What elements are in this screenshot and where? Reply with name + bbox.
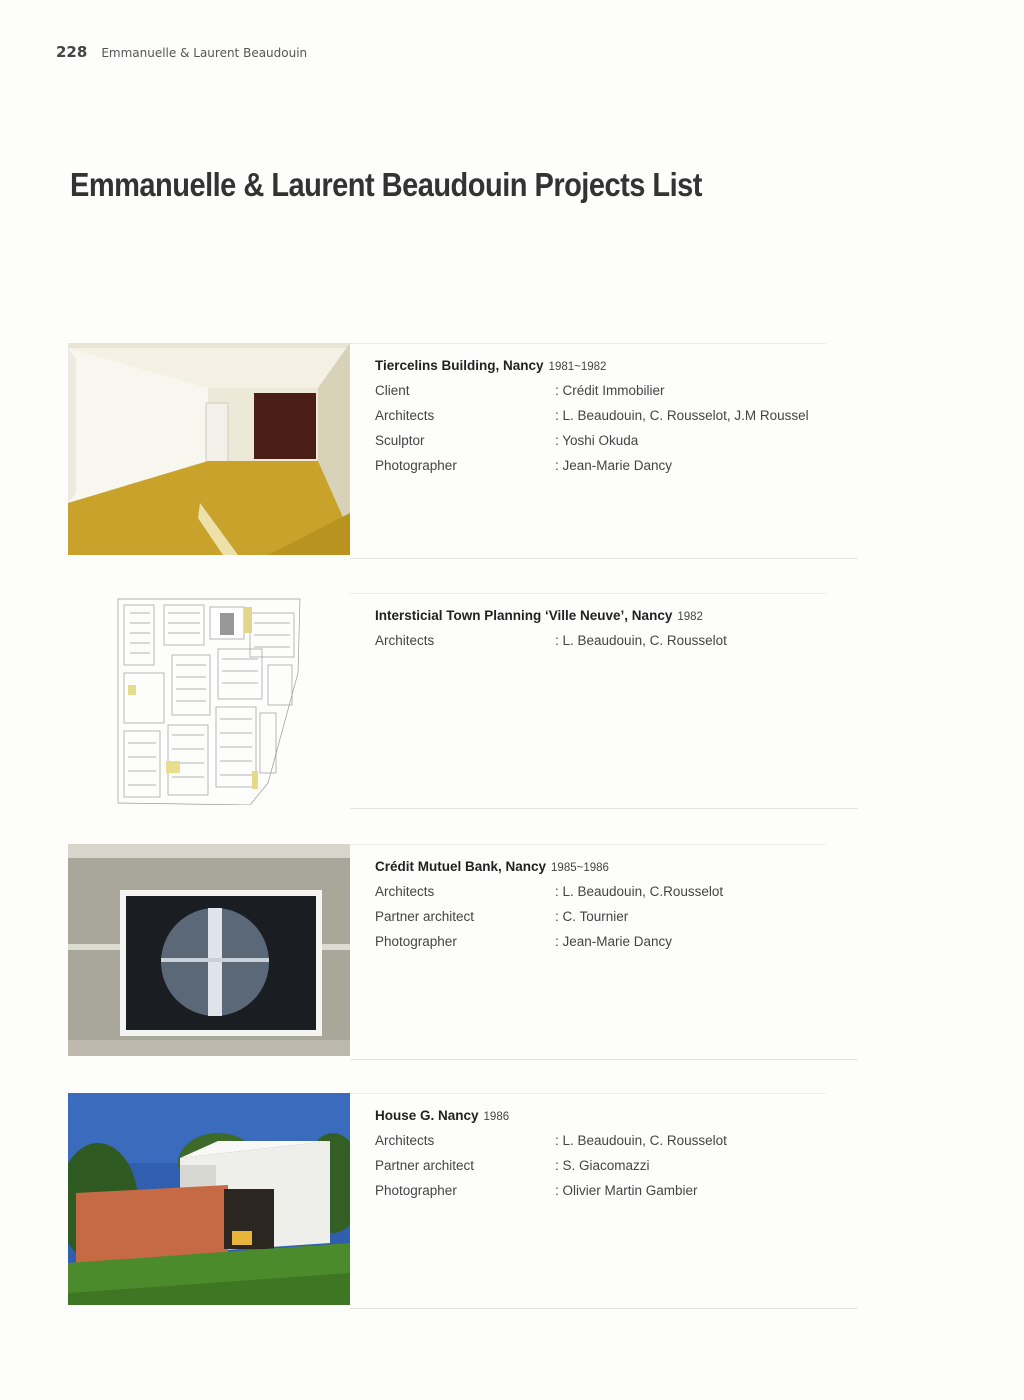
divider xyxy=(350,808,858,809)
credit-label: Photographer xyxy=(375,934,457,949)
project-year: 1981~1982 xyxy=(548,361,607,373)
running-title: Emmanuelle & Laurent Beaudouin xyxy=(101,46,308,60)
divider xyxy=(350,343,826,344)
credit-row xyxy=(375,633,855,658)
project-name: Tiercelins Building, Nancy xyxy=(375,358,544,373)
project-year: 1986 xyxy=(483,1111,510,1123)
project-info xyxy=(375,608,855,658)
credit-label: Architects xyxy=(375,884,435,899)
credit-row xyxy=(375,909,855,934)
page-title: Emmanuelle & Laurent Beaudouin Projects List xyxy=(70,166,702,203)
credit-value: : L. Beaudouin, C. Rousselot xyxy=(555,633,727,648)
project-name: Intersticial Town Planning ‘Ville Neuve’, Nancy xyxy=(375,608,673,623)
project-year: 1982 xyxy=(677,611,703,623)
credit-value: : L. Beaudouin, C. Rousselot, J.M Roussel xyxy=(555,408,809,423)
credit-label: Photographer xyxy=(375,458,457,473)
credit-value: : Crédit Immobilier xyxy=(555,383,665,398)
divider xyxy=(350,1059,858,1060)
divider xyxy=(350,1093,826,1094)
credit-row xyxy=(375,433,855,458)
credit-value: : S. Giacomazzi xyxy=(555,1158,650,1173)
credit-value: : Olivier Martin Gambier xyxy=(555,1183,698,1198)
credit-row xyxy=(375,884,855,909)
page-number: 228 xyxy=(56,43,88,61)
project-photo-interior xyxy=(68,343,350,555)
credit-label: Sculptor xyxy=(375,433,425,448)
credit-row xyxy=(375,1133,855,1158)
credit-row xyxy=(375,383,855,408)
credit-label: Architects xyxy=(375,1133,435,1148)
project-info xyxy=(375,358,855,483)
project-entry-credit-mutuel xyxy=(68,844,858,1060)
credit-value: : Yoshi Okuda xyxy=(555,433,639,448)
project-year: 1985~1986 xyxy=(551,862,609,874)
credit-value: : Jean-Marie Dancy xyxy=(555,458,673,473)
project-entry-tiercelins xyxy=(68,343,858,559)
divider xyxy=(350,844,826,845)
credit-label: Partner architect xyxy=(375,1158,475,1173)
project-title xyxy=(375,358,855,383)
credit-value: : L. Beaudouin, C. Rousselot xyxy=(555,1133,727,1148)
project-info xyxy=(375,1108,855,1208)
credit-row xyxy=(375,934,855,959)
project-entry-town-planning xyxy=(68,593,858,809)
credit-row xyxy=(375,458,855,483)
divider xyxy=(350,558,858,559)
project-info xyxy=(375,859,855,959)
running-header xyxy=(56,43,307,61)
credit-row xyxy=(375,408,855,433)
project-title xyxy=(375,608,855,633)
credit-label: Photographer xyxy=(375,1183,457,1198)
credit-label: Partner architect xyxy=(375,909,475,924)
credit-label: Client xyxy=(375,383,410,398)
divider xyxy=(350,593,826,594)
credit-value: : C. Tournier xyxy=(555,909,629,924)
credit-row xyxy=(375,1158,855,1183)
project-entry-house-g xyxy=(68,1093,858,1309)
project-plan-drawing xyxy=(68,593,350,805)
project-photo-house xyxy=(68,1093,350,1305)
project-name: Crédit Mutuel Bank, Nancy xyxy=(375,859,547,874)
divider xyxy=(350,1308,858,1309)
credit-label: Architects xyxy=(375,633,435,648)
credit-value: : Jean-Marie Dancy xyxy=(555,934,673,949)
project-photo-facade xyxy=(68,844,350,1056)
credit-row xyxy=(375,1183,855,1208)
project-title xyxy=(375,1108,855,1133)
project-name: House G. Nancy xyxy=(375,1108,479,1123)
credit-value: : L. Beaudouin, C.Rousselot xyxy=(555,884,724,899)
credit-label: Architects xyxy=(375,408,435,423)
project-title xyxy=(375,859,855,884)
